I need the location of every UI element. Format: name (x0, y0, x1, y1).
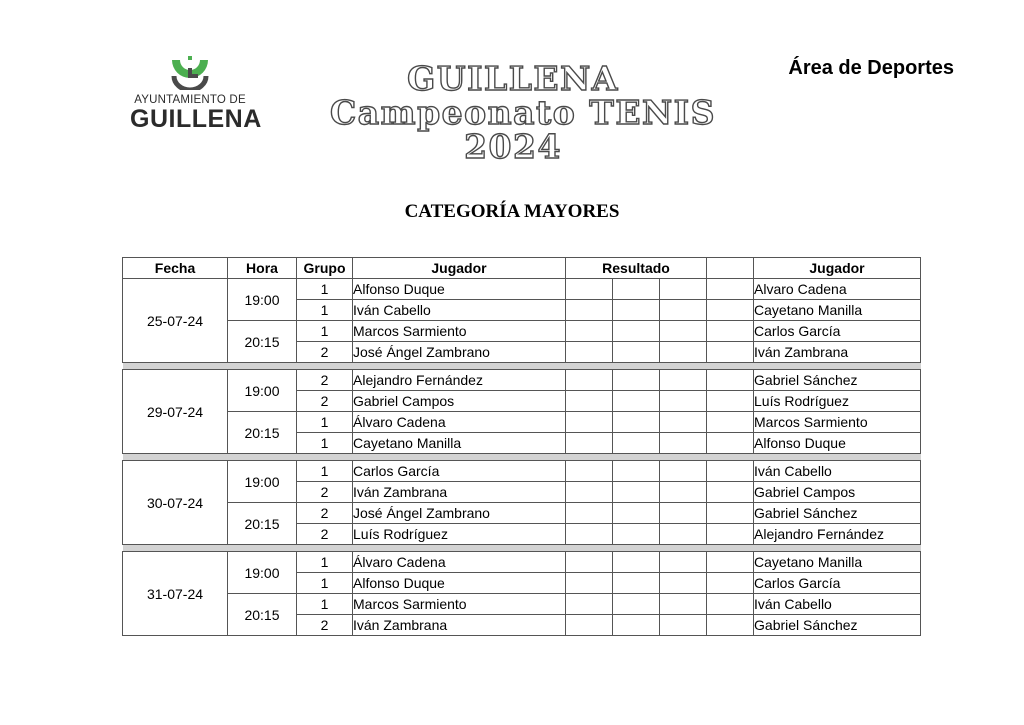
score-cell (566, 321, 613, 342)
player2-cell: Alvaro Cadena (754, 279, 921, 300)
score-cell (566, 615, 613, 636)
group-cell: 1 (297, 279, 353, 300)
player1-cell: Alejandro Fernández (353, 370, 566, 391)
score-cell (660, 503, 707, 524)
score-cell (613, 370, 660, 391)
player2-cell: Gabriel Sánchez (754, 503, 921, 524)
table-row (123, 412, 921, 433)
col-header-hora: Hora (228, 258, 297, 279)
score-cell (707, 321, 754, 342)
score-cell (707, 503, 754, 524)
title-line-2: Campeonato TENIS (330, 93, 716, 132)
score-cell (566, 279, 613, 300)
score-cell (613, 615, 660, 636)
player2-cell: Luís Rodríguez (754, 391, 921, 412)
date-cell: 25-07-24 (123, 279, 228, 363)
logo-line1: AYUNTAMIENTO DE (134, 94, 246, 106)
time-cell: 20:15 (228, 594, 297, 636)
table-row (123, 321, 921, 342)
col-header-jugador-2: Jugador (754, 258, 921, 279)
date-cell: 29-07-24 (123, 370, 228, 454)
score-cell (613, 503, 660, 524)
time-cell: 19:00 (228, 552, 297, 594)
date-cell: 30-07-24 (123, 461, 228, 545)
score-cell (707, 552, 754, 573)
score-cell (707, 461, 754, 482)
date-cell: 31-07-24 (123, 552, 228, 636)
score-cell (707, 279, 754, 300)
page-title (330, 59, 716, 166)
player1-cell: José Ángel Zambrano (353, 342, 566, 363)
score-cell (566, 342, 613, 363)
score-cell (613, 300, 660, 321)
table-row (123, 370, 921, 391)
player1-cell: Iván Cabello (353, 300, 566, 321)
score-cell (613, 573, 660, 594)
score-cell (707, 300, 754, 321)
player2-cell: Iván Cabello (754, 461, 921, 482)
score-cell (613, 524, 660, 545)
time-cell: 20:15 (228, 412, 297, 454)
time-cell: 20:15 (228, 503, 297, 545)
player1-cell: Luís Rodríguez (353, 524, 566, 545)
score-cell (707, 594, 754, 615)
score-cell (613, 433, 660, 454)
separator-cell (123, 545, 921, 552)
score-cell (566, 412, 613, 433)
player1-cell: Iván Zambrana (353, 482, 566, 503)
score-cell (613, 279, 660, 300)
score-cell (660, 370, 707, 391)
score-cell (660, 391, 707, 412)
group-cell: 2 (297, 503, 353, 524)
player1-cell: Álvaro Cadena (353, 412, 566, 433)
score-cell (613, 391, 660, 412)
score-cell (613, 321, 660, 342)
player1-cell: Cayetano Manilla (353, 433, 566, 454)
score-cell (613, 552, 660, 573)
score-cell (566, 433, 613, 454)
player2-cell: Alfonso Duque (754, 433, 921, 454)
score-cell (707, 370, 754, 391)
score-cell (660, 321, 707, 342)
player2-cell: Iván Zambrana (754, 342, 921, 363)
score-cell (707, 573, 754, 594)
score-cell (660, 615, 707, 636)
score-cell (566, 552, 613, 573)
logo-emblem-icon (168, 56, 212, 90)
group-cell: 2 (297, 391, 353, 412)
score-cell (660, 300, 707, 321)
score-cell (566, 524, 613, 545)
player1-cell: Álvaro Cadena (353, 552, 566, 573)
time-cell: 20:15 (228, 321, 297, 363)
score-cell (660, 524, 707, 545)
group-cell: 1 (297, 300, 353, 321)
score-cell (566, 461, 613, 482)
player1-cell: Gabriel Campos (353, 391, 566, 412)
table-header-row (123, 258, 921, 279)
player2-cell: Gabriel Sánchez (754, 615, 921, 636)
table-row (123, 461, 921, 482)
schedule-table (122, 257, 921, 636)
score-cell (660, 433, 707, 454)
group-cell: 2 (297, 615, 353, 636)
score-cell (613, 412, 660, 433)
group-cell: 2 (297, 342, 353, 363)
group-cell: 1 (297, 433, 353, 454)
col-header-resultado-extra (707, 258, 754, 279)
player2-cell: Cayetano Manilla (754, 300, 921, 321)
player2-cell: Cayetano Manilla (754, 552, 921, 573)
player2-cell: Marcos Sarmiento (754, 412, 921, 433)
player1-cell: Marcos Sarmiento (353, 594, 566, 615)
time-cell: 19:00 (228, 370, 297, 412)
score-cell (707, 524, 754, 545)
player2-cell: Gabriel Sánchez (754, 370, 921, 391)
separator-cell (123, 363, 921, 370)
player2-cell: Carlos García (754, 573, 921, 594)
score-cell (707, 433, 754, 454)
score-cell (613, 461, 660, 482)
area-label: Área de Deportes (788, 57, 954, 79)
player1-cell: Alfonso Duque (353, 279, 566, 300)
group-cell: 2 (297, 370, 353, 391)
player2-cell: Carlos García (754, 321, 921, 342)
day-separator (123, 545, 921, 552)
score-cell (566, 391, 613, 412)
category-heading: CATEGORÍA MAYORES (404, 201, 620, 222)
score-cell (707, 482, 754, 503)
group-cell: 1 (297, 412, 353, 433)
score-cell (660, 279, 707, 300)
col-header-grupo: Grupo (297, 258, 353, 279)
player1-cell: Marcos Sarmiento (353, 321, 566, 342)
table-body (123, 279, 921, 636)
player2-cell: Gabriel Campos (754, 482, 921, 503)
group-cell: 2 (297, 524, 353, 545)
time-cell: 19:00 (228, 279, 297, 321)
score-cell (566, 300, 613, 321)
day-separator (123, 454, 921, 461)
player1-cell: Iván Zambrana (353, 615, 566, 636)
score-cell (660, 594, 707, 615)
score-cell (660, 573, 707, 594)
table-row (123, 552, 921, 573)
ayuntamiento-logo (130, 56, 262, 146)
table-row (123, 594, 921, 615)
group-cell: 1 (297, 321, 353, 342)
score-cell (660, 552, 707, 573)
player1-cell: Alfonso Duque (353, 573, 566, 594)
score-cell (660, 412, 707, 433)
group-cell: 1 (297, 573, 353, 594)
score-cell (566, 573, 613, 594)
score-cell (660, 342, 707, 363)
score-cell (566, 594, 613, 615)
day-separator (123, 363, 921, 370)
score-cell (566, 370, 613, 391)
title-line-1: GUILLENA (407, 59, 619, 98)
score-cell (707, 412, 754, 433)
score-cell (566, 503, 613, 524)
score-cell (613, 482, 660, 503)
time-cell: 19:00 (228, 461, 297, 503)
player2-cell: Iván Cabello (754, 594, 921, 615)
score-cell (613, 594, 660, 615)
table-row (123, 279, 921, 300)
group-cell: 1 (297, 552, 353, 573)
separator-cell (123, 454, 921, 461)
score-cell (660, 482, 707, 503)
group-cell: 1 (297, 461, 353, 482)
score-cell (566, 482, 613, 503)
col-header-jugador-1: Jugador (353, 258, 566, 279)
table-row (123, 503, 921, 524)
score-cell (707, 615, 754, 636)
group-cell: 1 (297, 594, 353, 615)
title-line-3: 2024 (464, 127, 562, 166)
group-cell: 2 (297, 482, 353, 503)
score-cell (707, 342, 754, 363)
score-cell (660, 461, 707, 482)
player1-cell: Carlos García (353, 461, 566, 482)
player2-cell: Alejandro Fernández (754, 524, 921, 545)
col-header-resultado: Resultado (566, 258, 707, 279)
score-cell (707, 391, 754, 412)
col-header-fecha: Fecha (123, 258, 228, 279)
player1-cell: José Ángel Zambrano (353, 503, 566, 524)
logo-line2: GUILLENA (130, 105, 262, 133)
score-cell (613, 342, 660, 363)
